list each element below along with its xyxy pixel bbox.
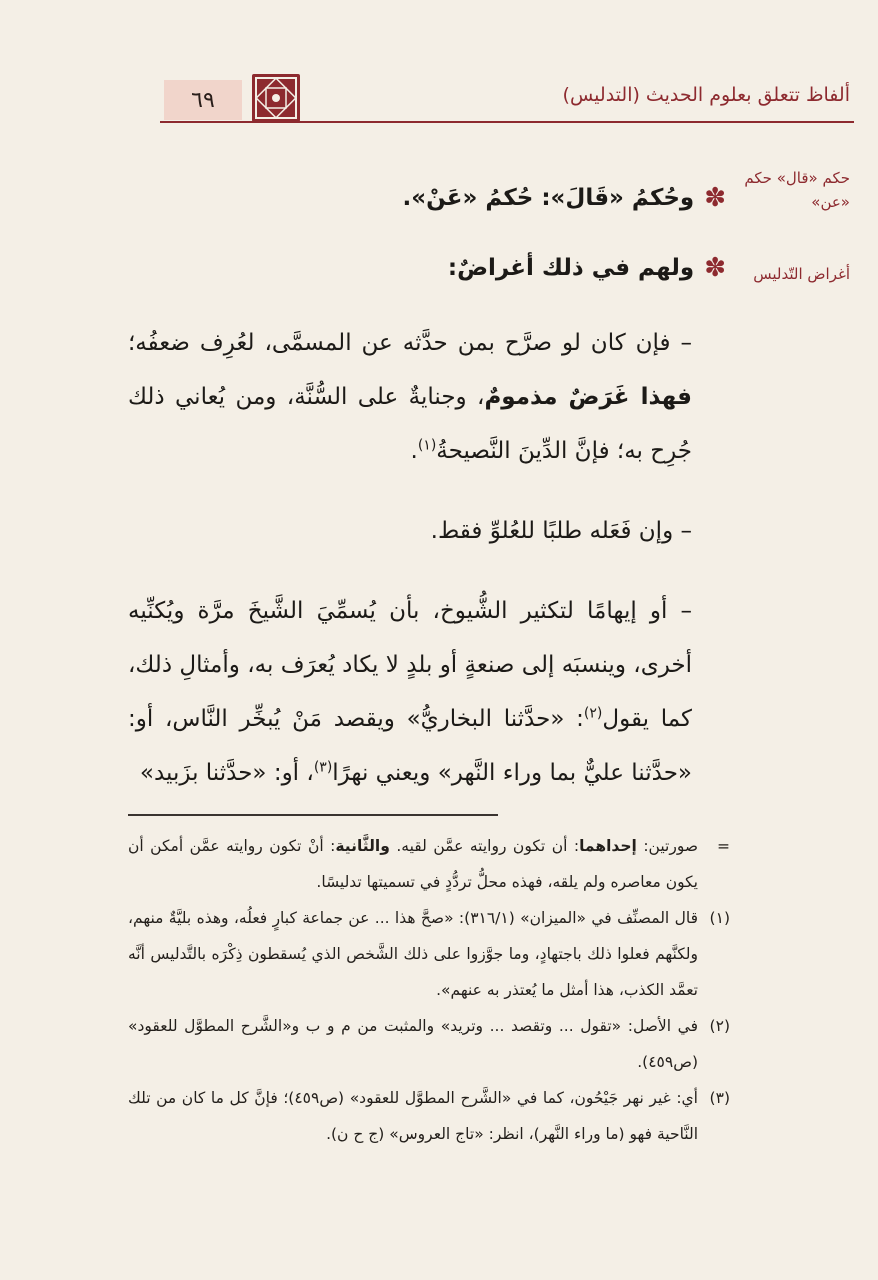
- side-gloss-tadlis-purposes: أغراض التّدليس: [753, 265, 850, 283]
- heading-text-purposes: ولهم في ذلك أغراضٌ:: [447, 255, 695, 281]
- side-gloss-qal-an: حكم «قال» حكم «عن»: [744, 169, 850, 211]
- page-number: ٦٩: [164, 80, 242, 120]
- footnote-separator: [128, 814, 498, 816]
- footnote-2: (٢) في الأصل: «تقول ... وتقصد ... وتريد» والمثبت من م و ب و«الشَّرح المطوَّل للعقود» (ص٤٥٩).: [128, 1017, 730, 1071]
- geometric-ornament-icon: [252, 74, 300, 122]
- heading-line-qal: [128, 168, 726, 228]
- heading-text-qal: وحُكمُ «قَالَ»: حُكمُ «عَنْ».: [402, 185, 695, 211]
- footnote-ref-2[interactable]: (٢): [583, 705, 603, 722]
- flower-star-icon: ✽: [704, 253, 726, 283]
- paragraph-uluw: – وإن فَعَله طلبًا للعُلوِّ فقط.: [430, 518, 692, 544]
- paragraph-shuyukh: – أو إيهامًا لتكثير الشُّيوخ، بأن يُسمِّيَ الشَّيخَ مرَّة ويُكنِّيه أخرى، وينسبَه إلى صنعةٍ أو بلدٍ لا يكاد يُعرَف به، وأمثالِ ذلك، كما يقول$^{(٢)}$: «حدَّثنا البخاريُّ» ويقصد مَنْ يُبخِّر النَّاس، أو: «حدَّثنا عليٌّ بما وراء النَّهر» ويعني نهرًا$^{(٣)}$، أو: «حدَّثنا بزَبيد»: [128, 598, 692, 786]
- footnote-1: (١) قال المصنِّف في «الميزان» (٣١٦/١): «صحَّ هذا ... عن جماعة كبارٍ فعلُه، وهذه بليَّةٌ منهم، ولكنَّهم فعلوا ذلك باجتهادٍ، وما جوَّزوا على ذلك الشَّخص الذي يُسقطون ذِكْرَه بالتَّدليس أنَّه تعمَّد الكذب، هذا أمثل ما يُعتذر به عنهم».: [128, 909, 730, 999]
- footnote-continuation: = صورتين: إحداهما: أن تكون روايته عمَّن لقيه. والثَّانية: أنْ تكون روايته عمَّن أمكن أن يكون معاصره ولم يلقه، فهذه محلُّ تردُّدٍ في تسميتها تدليسًا.: [128, 837, 730, 891]
- running-header-title: ألفاظ تتعلق بعلوم الحديث (التدليس): [562, 84, 850, 106]
- flower-star-icon: ✽: [704, 183, 726, 213]
- footnotes: [128, 828, 730, 1152]
- footnote-ref-3[interactable]: (٣): [313, 759, 333, 776]
- footnote-3: (٣) أي: غير نهر جَيْحُون، كما في «الشَّرح المطوَّل للعقود» (ص٤٥٩)؛ فإنَّ كل ما كان من تلك النَّاحية فهو (ما وراء النَّهر)، انظر: «تاج العروس» (ج ح ن).: [128, 1089, 730, 1143]
- paragraph-weakness: – فإن كان لو صرَّح بمن حدَّثه عن المسمَّى، لعُرِف ضعفُه؛ فهذا غَرَضٌ مذمومٌ، وجنايةٌ على السُّنَّة، ومن يُعاني ذلك جُرِح به؛ فإنَّ الدِّينَ النَّصيحةُ$^{(١)}$.: [128, 330, 692, 464]
- footnote-ref-1[interactable]: (١): [417, 437, 437, 454]
- bold-phrase: فهذا غَرَضٌ مذمومٌ: [484, 384, 692, 410]
- heading-line-purposes: [128, 238, 726, 298]
- main-text: [128, 168, 726, 800]
